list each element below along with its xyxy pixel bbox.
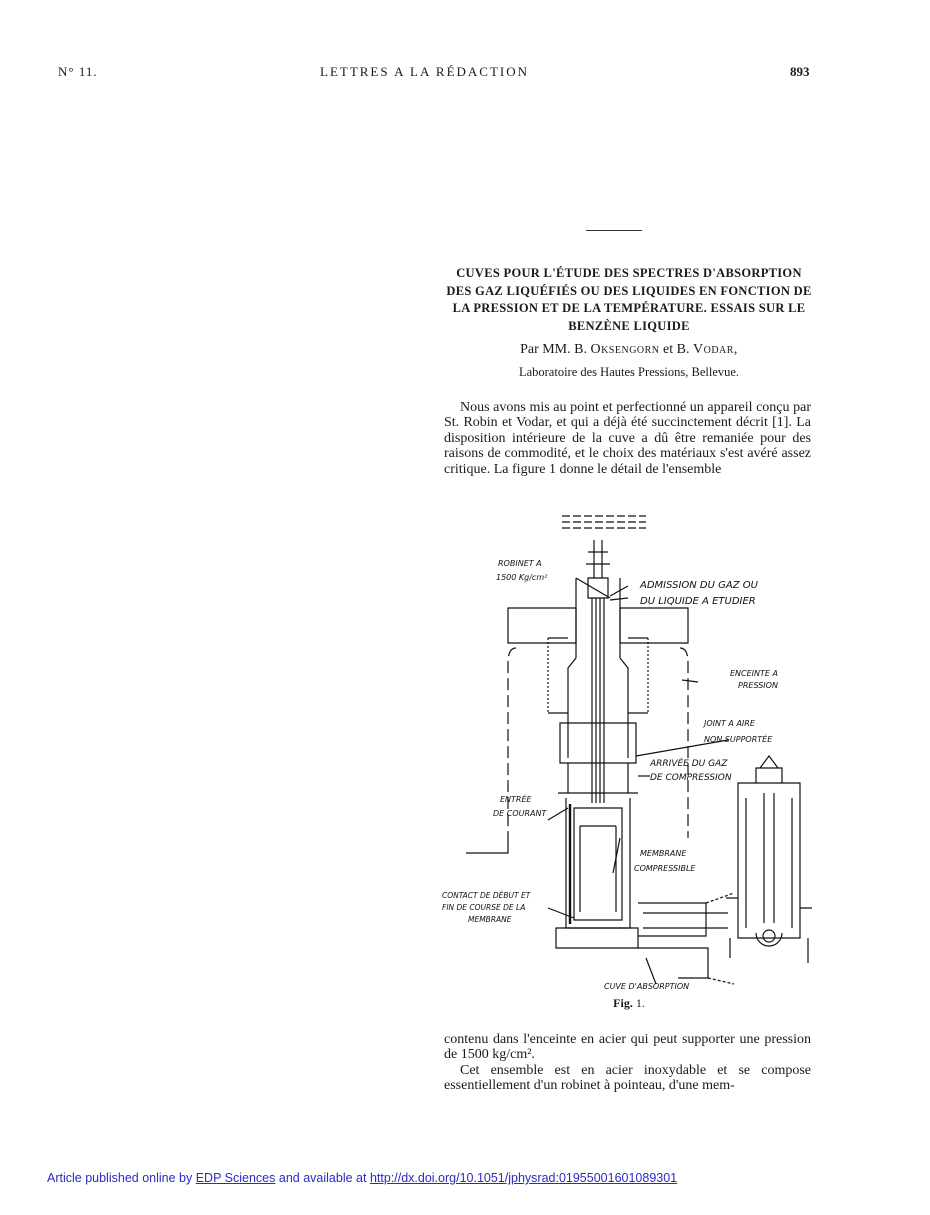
publication-footer <box>47 1171 677 1185</box>
label-contact-1: CONTACT DE DÉBUT ET <box>442 891 531 900</box>
label-contact-2: FIN DE COURSE DE LA <box>442 903 526 912</box>
label-robinet-2: 1500 Kg/cm² <box>496 573 548 582</box>
label-joint-1: JOINT A AIRE <box>704 719 755 728</box>
label-arrivee-2: DE COMPRESSION <box>650 773 732 783</box>
label-joint-2: NON SUPPORTÉE <box>704 735 773 744</box>
figure-caption-prefix: Fig. <box>613 996 633 1010</box>
authors-prefix: Par MM. B. <box>520 342 587 357</box>
author-oksengorn: Oksengorn <box>590 342 660 357</box>
label-admission-2: DU LIQUIDE A ETUDIER <box>640 596 756 607</box>
article-title: CUVES POUR L'ÉTUDE DES SPECTRES D'ABSORPTION DES GAZ LIQUÉFIÉS OU DES LIQUIDES EN FONCTION DE LA PRESSION ET DE LA TEMPÉRATURE. ESSAIS SUR LE BENZÈNE LIQUIDE <box>446 266 812 333</box>
affiliation: Laboratoire des Hautes Pressions, Bellevue. <box>518 365 740 379</box>
apparatus-figure <box>438 508 824 998</box>
label-robinet-1: ROBINET A <box>498 559 542 568</box>
label-admission-1: ADMISSION DU GAZ OU <box>640 580 758 591</box>
authors-join: et B. <box>663 342 690 357</box>
paragraph-text: Nous avons mis au point et perfectionné un appareil conçu par St. Robin et Vodar, et qui a déjà été succinctement décrit [1]. La disposition intérieure de la cuve a dû être remaniée pour des raisons de commodité, et le choix des matériaux s'est avéré assez critique. La figure 1 donne le détail de l'ensemble <box>444 400 811 477</box>
label-cuve: CUVE D'ABSORPTION <box>604 982 690 991</box>
label-entree-1: ENTRÉE <box>500 795 532 804</box>
paragraph-text: contenu dans l'enceinte en acier qui peut supporter une pression de 1500 kg/cm². <box>444 1032 811 1063</box>
running-title: LETTRES A LA RÉDACTION <box>320 64 530 79</box>
issue-number: N° 11. <box>58 64 98 79</box>
body-paragraph-1 <box>444 400 811 477</box>
footer-text: Article published online by <box>47 1171 193 1185</box>
doi-link[interactable]: http://dx.doi.org/10.1051/jphysrad:01955001601089301 <box>369 1171 678 1185</box>
label-arrivee-1: ARRIVÉE DU GAZ <box>650 759 728 769</box>
author-vodar: Vodar, <box>692 342 738 357</box>
figure-caption <box>444 996 814 1011</box>
apparatus-drawing <box>466 516 812 984</box>
label-entree-2: DE COURANT <box>493 809 547 818</box>
footer-text: and available at <box>278 1171 367 1185</box>
publisher-link[interactable]: EDP Sciences <box>195 1171 276 1185</box>
page-number: 893 <box>790 64 810 79</box>
label-contact-3: MEMBRANE <box>468 915 512 924</box>
label-membrane-2: COMPRESSIBLE <box>634 864 696 873</box>
section-separator <box>586 230 642 231</box>
authors-line <box>444 342 814 358</box>
label-enceinte-2: PRESSION <box>738 681 778 690</box>
figure-caption-number: 1. <box>635 996 645 1010</box>
label-enceinte-1: ENCEINTE A <box>730 669 778 678</box>
body-paragraph-2 <box>444 1032 811 1094</box>
paragraph-text: Cet ensemble est en acier inoxydable et se compose essentiellement d'un robinet à pointeau, d'une mem- <box>444 1062 811 1094</box>
label-membrane-1: MEMBRANE <box>640 849 687 858</box>
